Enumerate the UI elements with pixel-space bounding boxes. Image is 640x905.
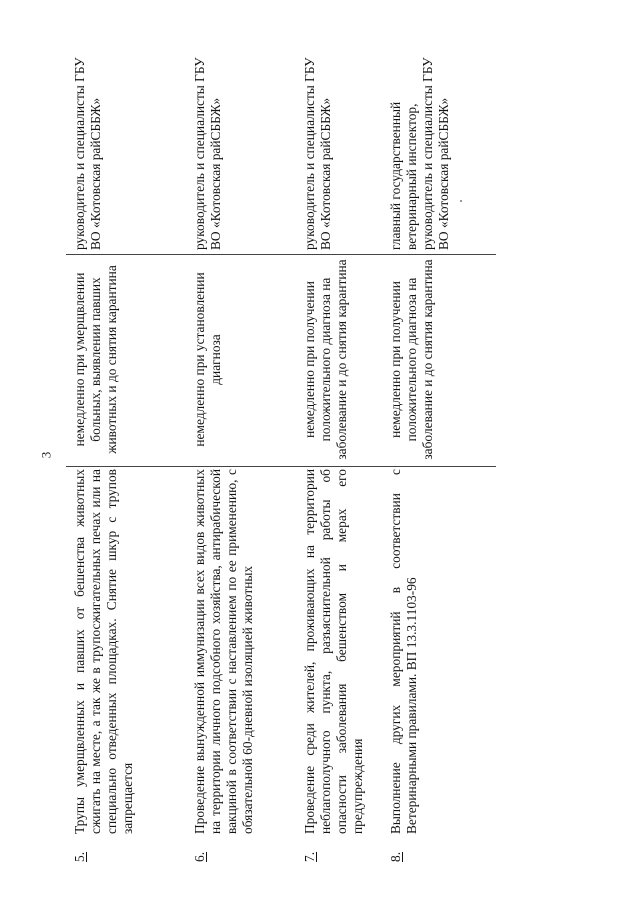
row-number: 7. [302,851,317,862]
action-cell: Трупы умерщвленных и павших от бешенства животных сжигать на месте, а так же в трупосжигательных печах или на специально отведенных площадках. Снятие шкур с трупов запрещается [72,469,135,834]
table-row [302,32,402,862]
row-number: 6. [192,851,207,862]
action-cell: Проведение среди жителей, проживающих на территории неблагополучного пункта, разъяснительной работы об опасности заболевания бешенством и мерах его предупреждения [302,469,365,834]
row-number: 8. [388,851,403,862]
table-row [192,32,302,862]
table-row [388,32,488,862]
responsible-cell: руководитель и специалисты ГБУ ВО «Котовская райСББЖ» [72,57,103,250]
term-cell: немедленно при получении положительного диагноза на заболевание и до снятия карантина [388,259,435,460]
term-cell: немедленно при получении положительного диагноза на заболевание и до снятия карантина [302,259,349,460]
action-cell: Проведение вынужденной иммунизации всех видов животных на территории личного подсобного хозяйства, антирабической вакциной в соответствии с наставлением по ее применению, с обязательной 60-дневной изоляцией животных [192,469,255,834]
table-row [72,32,186,862]
responsible-cell: главный государственный ветеринарный инспектор, руководитель и специалисты ГБУ ВО «Котовская райСББЖ» [388,57,451,250]
term-cell: немедленно при умерщвлении больных, выявлении павших животных и до снятия карантина [72,265,119,454]
term-cell: немедленно при установлении диагноза [192,272,223,447]
responsible-cell: руководитель и специалисты ГБУ ВО «Котовская райСББЖ» [302,57,333,250]
measures-table [72,32,572,862]
row-number: 5. [72,851,87,862]
action-cell: Выполнение других мероприятий в соответствии с Ветеринарными правилами. ВП 13.3.1103-96 [388,469,419,834]
responsible-cell: руководитель и специалисты ГБУ ВО «Котовская райСББЖ» [192,57,223,250]
page-number: 3 [38,451,54,459]
